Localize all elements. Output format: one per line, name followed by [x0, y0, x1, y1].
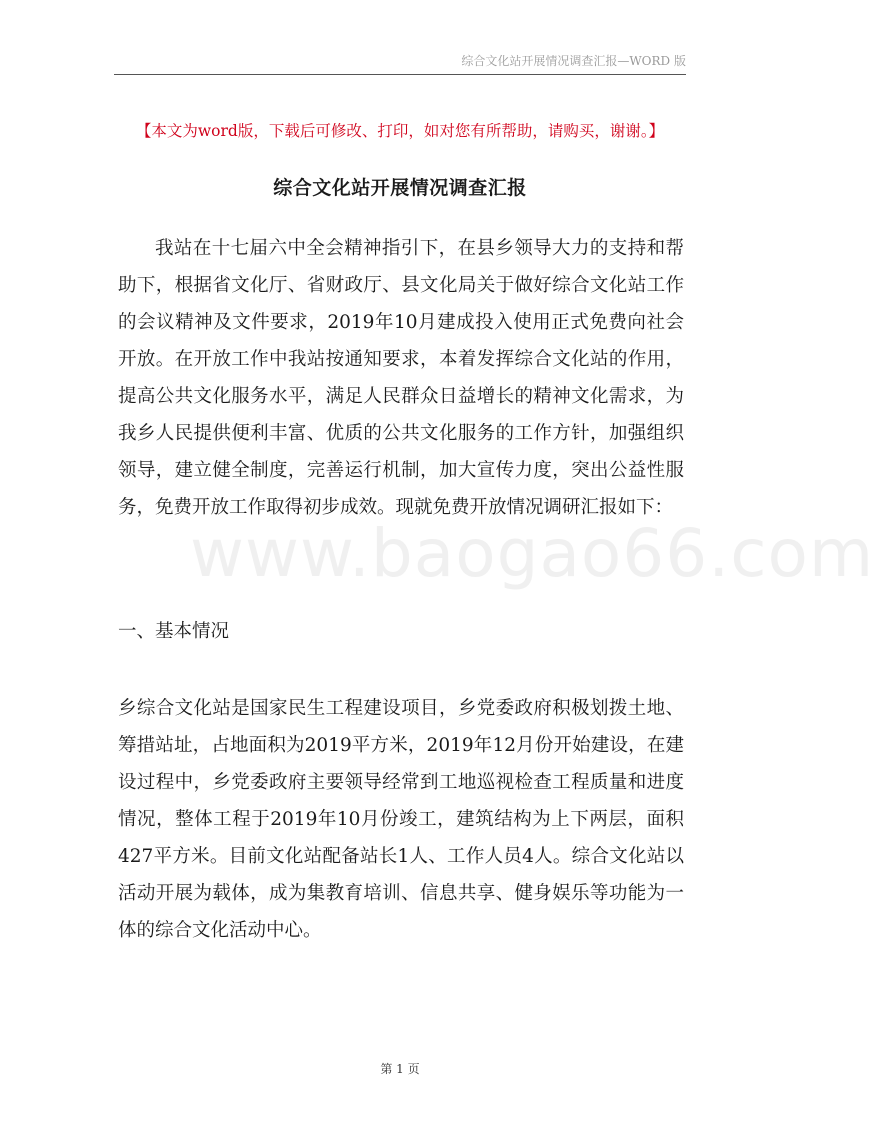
download-notice: 【本文为word版，下载后可修改、打印，如对您有所帮助，请购买，谢谢。】 — [135, 122, 665, 140]
header-divider — [114, 74, 686, 75]
watermark: www.baogao66.com — [190, 515, 874, 592]
document-title: 综合文化站开展情况调查汇报 — [273, 177, 527, 199]
basic-info-paragraph: 乡综合文化站是国家民生工程建设项目，乡党委政府积极划拨土地、筹措站址，占地面积为2019平方米，2019年12月份开始建设，在建设过程中，乡党委政府主要领导经常到工地巡视检查工程质量和进度情况，整体工程于2019年10月份竣工，建筑结构为上下两层，面积427平方米。目前文化站配备站长1人、工作人员4人。综合文化站以活动开展为载体，成为集教育培训、信息共享、健身娱乐等功能为一体的综合文化活动中心。 — [118, 698, 684, 941]
intro-paragraph: 我站在十七届六中全会精神指引下，在县乡领导大力的支持和帮助下，根据省文化厅、省财政厅、县文化局关于做好综合文化站工作的会议精神及文件要求，2019年10月建成投入使用正式免费向社会开放。在开放工作中我站按通知要求，本着发挥综合文化站的作用，提高公共文化服务水平，满足人民群众日益增长的精神文化需求，为我乡人民提供便利丰富、优质的公共文化服务的工作方针，加强组织领导，建立健全制度，完善运行机制，加大宣传力度，突出公益性服务，免费开放工作取得初步成效。现就免费开放情况调研汇报如下： — [118, 238, 684, 518]
page-number: 第 1 页 — [380, 1062, 420, 1076]
section-heading-basic-info: 一、基本情况 — [118, 621, 230, 642]
running-header: 综合文化站开展情况调查汇报—WORD 版 — [461, 54, 686, 68]
